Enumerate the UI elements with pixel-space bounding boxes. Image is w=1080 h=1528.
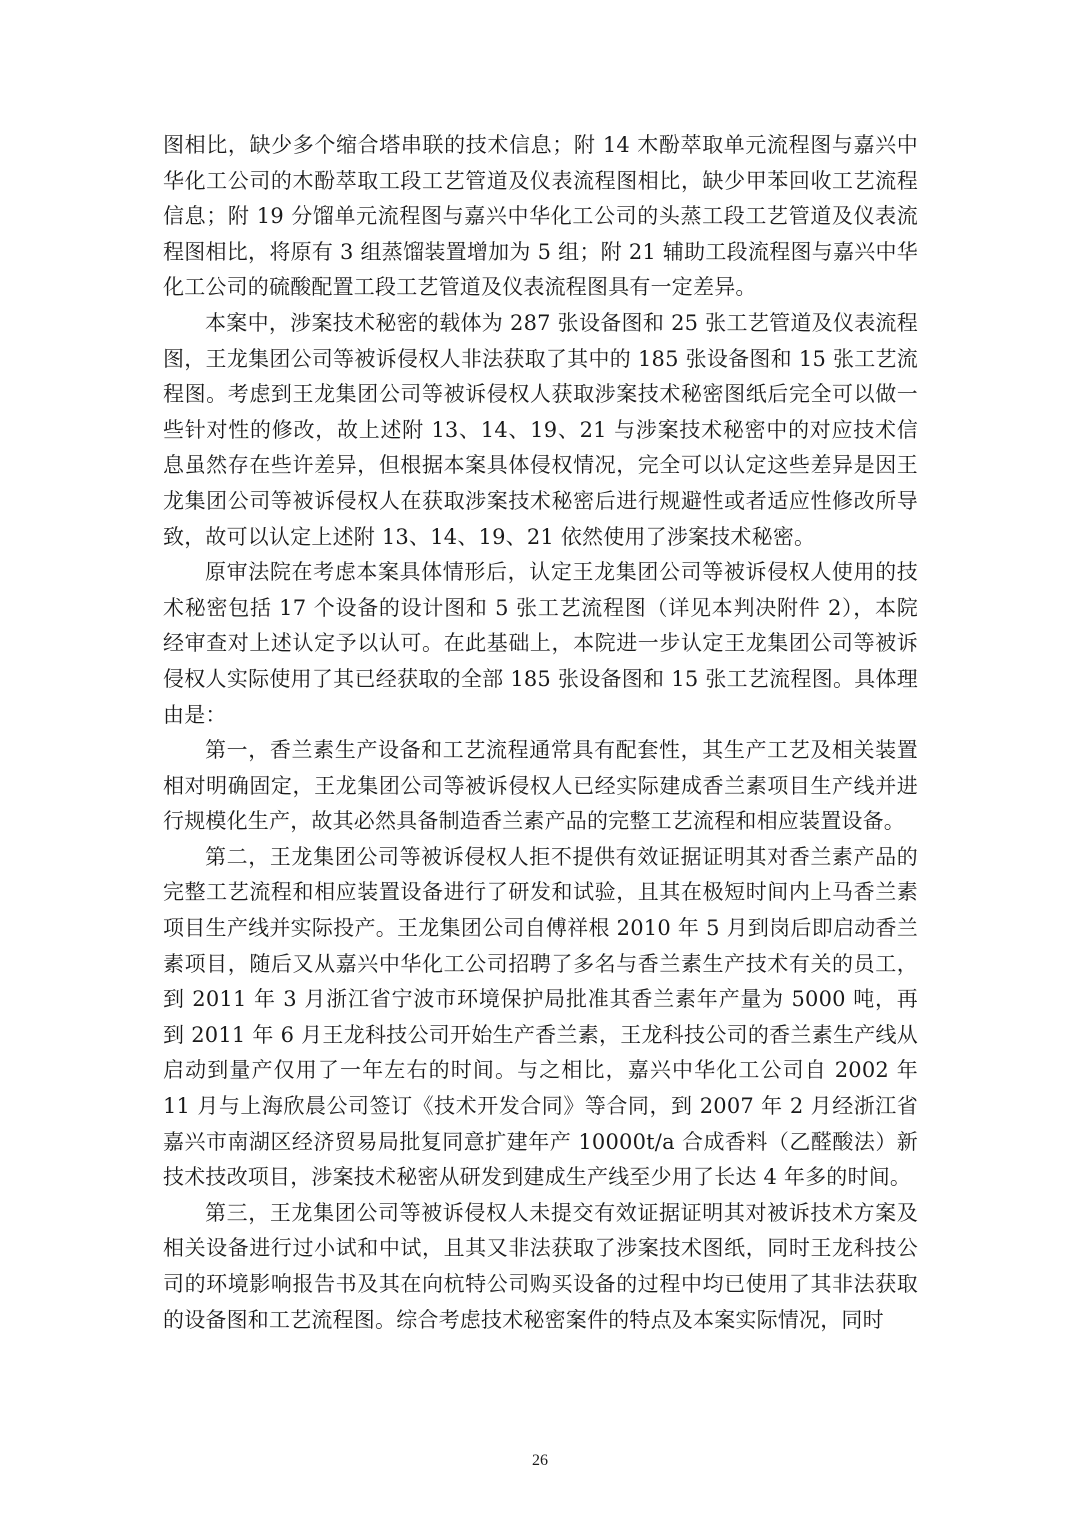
body-text	[163, 128, 918, 1338]
paragraph-reason-second: 第二，王龙集团公司等被诉侵权人拒不提供有效证据证明其对香兰素产品的完整工艺流程和相应装置设备进行了研发和试验，且其在极短时间内上马香兰素项目生产线并实际投产。王龙集团公司自傅祥根 2010 年 5 月到岗后即启动香兰素项目，随后又从嘉兴中华化工公司招聘了多名与香兰素生产技术有关的员工，到 2011 年 3 月浙江省宁波市环境保护局批准其香兰素年产量为 5000 吨，再到 2011 年 6 月王龙科技公司开始生产香兰素，王龙科技公司的香兰素生产线从启动到量产仅用了一年左右的时间。与之相比，嘉兴中华化工公司自 2002 年 11 月与上海欣晨公司签订《技术开发合同》等合同，到 2007 年 2 月经浙江省嘉兴市南湖区经济贸易局批复同意扩建年产 10000t/a 合成香料（乙醛酸法）新技术技改项目，涉案技术秘密从研发到建成生产线至少用了长达 4 年多的时间。	[163, 844, 918, 1190]
paragraph-case-carrier: 本案中，涉案技术秘密的载体为 287 张设备图和 25 张工艺管道及仪表流程图，王龙集团公司等被诉侵权人非法获取了其中的 185 张设备图和 15 张工艺流程图。考虑到王龙集团公司等被诉侵权人获取涉案技术秘密图纸后完全可以做一些针对性的修改，故上述附 13、14、19、21 与涉案技术秘密中的对应技术信息虽然存在些许差异，但根据本案具体侵权情况，完全可以认定这些差异是因王龙集团公司等被诉侵权人在获取涉案技术秘密后进行规避性或者适应性修改所导致，故可以认定上述附 13、14、19、21 依然使用了涉案技术秘密。	[163, 310, 918, 549]
page-number: 26	[532, 1452, 548, 1469]
paragraph-continuation: 图相比，缺少多个缩合塔串联的技术信息；附 14 木酚萃取单元流程图与嘉兴中华化工公司的木酚萃取工段工艺管道及仪表流程图相比，缺少甲苯回收工艺流程信息；附 19 分馏单元流程图与嘉兴中华化工公司的头蒸工段工艺管道及仪表流程图相比，将原有 3 组蒸馏装置增加为 5 组；附 21 辅助工段流程图与嘉兴中华化工公司的硫酸配置工段工艺管道及仪表流程图具有一定差异。	[163, 133, 918, 300]
paragraph-reason-third: 第三，王龙集团公司等被诉侵权人未提交有效证据证明其对被诉技术方案及相关设备进行过小试和中试，且其又非法获取了涉案技术图纸，同时王龙科技公司的环境影响报告书及其在向杭特公司购买设备的过程中均已使用了其非法获取的设备图和工艺流程图。综合考虑技术秘密案件的特点及本案实际情况，同时	[163, 1200, 918, 1332]
paragraph-reason-first: 第一，香兰素生产设备和工艺流程通常具有配套性，其生产工艺及相关装置相对明确固定，王龙集团公司等被诉侵权人已经实际建成香兰素项目生产线并进行规模化生产，故其必然具备制造香兰素产品的完整工艺流程和相应装置设备。	[163, 738, 918, 834]
paragraph-original-court: 原审法院在考虑本案具体情形后，认定王龙集团公司等被诉侵权人使用的技术秘密包括 17 个设备的设计图和 5 张工艺流程图（详见本判决附件 2），本院经审查对上述认定予以认可。在此基础上，本院进一步认定王龙集团公司等被诉侵权人实际使用了其已经获取的全部 185 张设备图和 15 张工艺流程图。具体理由是：	[163, 560, 918, 727]
